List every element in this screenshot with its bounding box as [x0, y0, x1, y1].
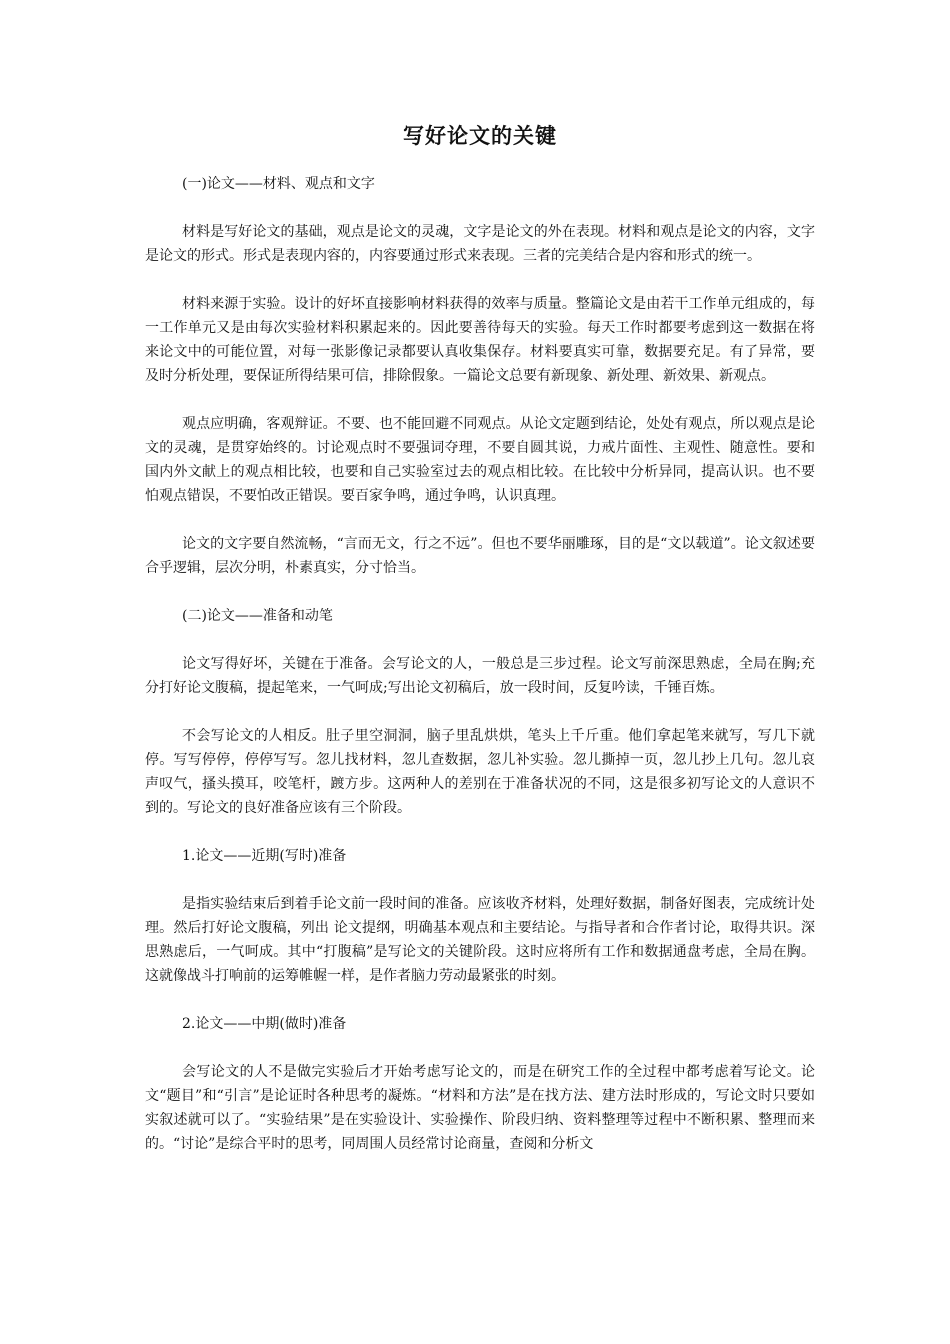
subsection-heading-2: 2.论文——中期(做时)准备 [182, 1016, 347, 1032]
paragraph: 不会写论文的人相反。肚子里空洞洞，脑子里乱烘烘，笔头上千斤重。他们拿起笔来就写，写几下就停。写写停停，停停写写。忽儿找材料，忽儿查数据，忽儿补实验。忽儿撕掉一页，忽儿抄上几句。忽儿哀声叹气，搔头摸耳，咬笔杆，踱方步。这两种人的差别在于准备状况的不同，这是很多初写论文的人意识不到的。写论文的良好准备应该有三个阶段。 [145, 728, 815, 816]
paragraph: 会写论文的人不是做完实验后才开始考虑写论文的，而是在研究工作的全过程中都考虑着写论文。论文“题目”和“引言”是论证时各种思考的凝炼。“材料和方法”是在找方法、建方法时形成的，写论文时只要如实叙述就可以了。“实验结果”是在实验设计、实验操作、阶段归纳、资料整理等过程中不断积累、整理而来的。“讨论”是综合平时的思考，同周围人员经常讨论商量，查阅和分析文 [145, 1064, 815, 1152]
paragraph: 材料是写好论文的基础，观点是论文的灵魂，文字是论文的外在表现。材料和观点是论文的内容，文字是论文的形式。形式是表现内容的，内容要通过形式来表现。三者的完美结合是内容和形式的统一。 [145, 224, 815, 264]
document-page [145, 118, 815, 1180]
paragraph: 论文写得好坏，关键在于准备。会写论文的人，一般总是三步过程。论文写前深思熟虑，全局在胸;充分打好论文腹稿，提起笔来，一气呵成;写出论文初稿后，放一段时间，反复吟读，千锤百炼。 [145, 656, 815, 696]
paragraph: 是指实验结束后到着手论文前一段时间的准备。应该收齐材料，处理好数据，制备好图表，完成统计处理。然后打好论文腹稿，列出 论文提纲，明确基本观点和主要结论。与指导者和合作者讨论，取得共识。深思熟虑后，一气呵成。其中“打腹稿”是写论文的关键阶段。这时应将所有工作和数据通盘考虑，全局在胸。这就像战斗打响前的运筹帷幄一样，是作者脑力劳动最紧张的时刻。 [145, 896, 815, 984]
paragraph: 观点应明确，客观辩证。不要、也不能回避不同观点。从论文定题到结论，处处有观点，所以观点是论文的灵魂，是贯穿始终的。讨论观点时不要强词夺理，不要自圆其说，力戒片面性、主观性、随意性。要和国内外文献上的观点相比较，也要和自己实验室过去的观点相比较。在比较中分析异同，提高认识。也不要怕观点错误，不要怕改正错误。要百家争鸣，通过争鸣，认识真理。 [145, 416, 815, 504]
section-heading-1: (一)论文——材料、观点和文字 [182, 176, 375, 192]
page-title: 写好论文的关键 [403, 124, 557, 148]
paragraph: 论文的文字要自然流畅，“言而无文，行之不远”。但也不要华丽雕琢，目的是“文以载道”。论文叙述要合乎逻辑，层次分明，朴素真实，分寸恰当。 [145, 536, 815, 576]
subsection-heading-1: 1.论文——近期(写时)准备 [182, 848, 347, 864]
paragraph: 材料来源于实验。设计的好坏直接影响材料获得的效率与质量。整篇论文是由若干工作单元组成的，每一工作单元又是由每次实验材料积累起来的。因此要善待每天的实验。每天工作时都要考虑到这一数据在将来论文中的可能位置，对每一张影像记录都要认真收集保存。材料要真实可靠，数据要充足。有了异常，要及时分析处理，要保证所得结果可信，排除假象。一篇论文总要有新现象、新处理、新效果、新观点。 [145, 296, 815, 384]
section-heading-2: (二)论文——准备和动笔 [182, 608, 333, 624]
